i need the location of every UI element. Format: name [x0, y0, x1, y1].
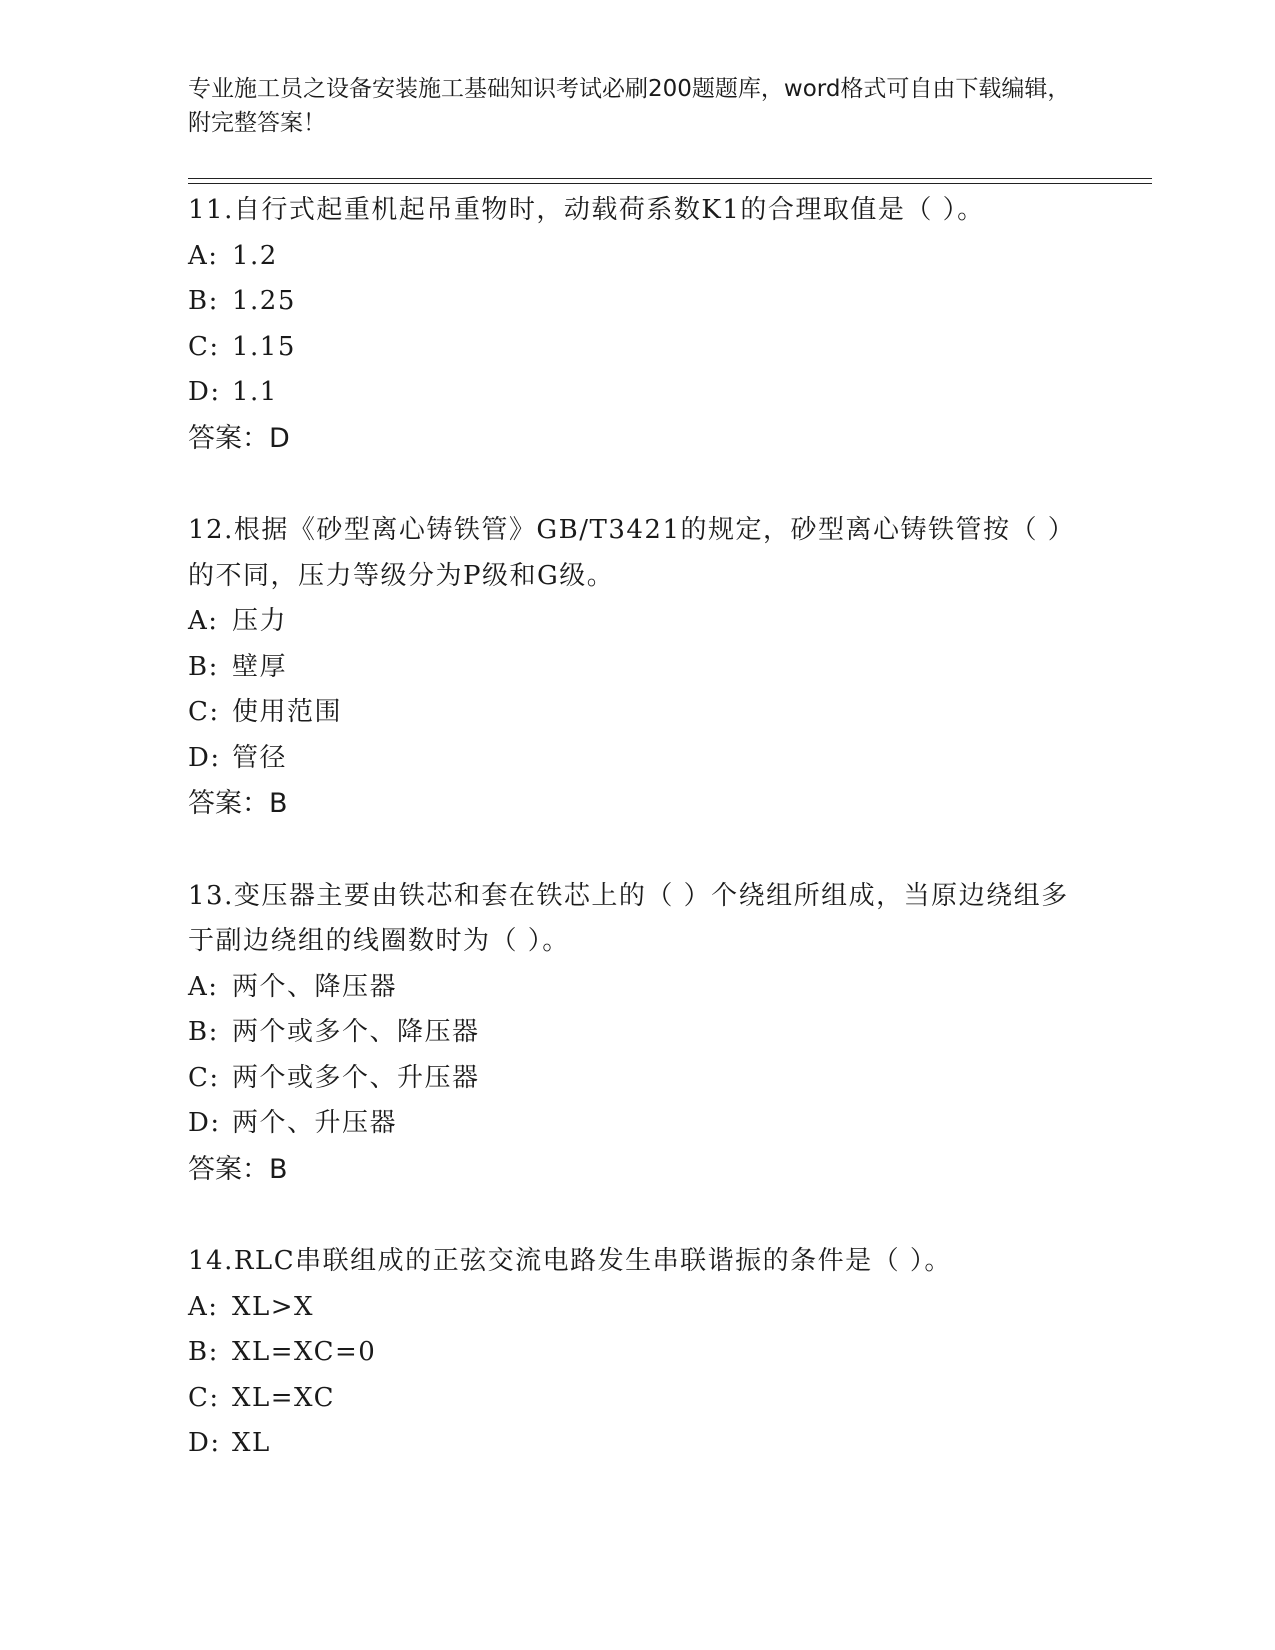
- option-label: A:: [188, 606, 219, 636]
- option-label: A:: [188, 971, 219, 1002]
- option-label: D:: [188, 377, 221, 407]
- option-b: [188, 645, 1088, 691]
- question-text: 12.根据《砂型离心铸铁管》GB/T3421的规定，砂型离心铸铁管按（ ）的不同，压力等级分为P级和G级。: [188, 515, 1076, 591]
- answer: 答案：B: [188, 788, 288, 819]
- option-label: A:: [188, 1291, 219, 1322]
- option-c: [188, 690, 1088, 736]
- option-a: [188, 965, 1088, 1011]
- option-a: [188, 1285, 1088, 1331]
- option-a: [188, 599, 1088, 645]
- option-text: 两个或多个、降压器: [232, 1017, 480, 1047]
- question-14: [188, 1239, 1088, 1467]
- header-rule-bottom: [188, 183, 1152, 184]
- option-b: [188, 1330, 1088, 1376]
- option-c: [188, 325, 1088, 371]
- option-label: D:: [188, 742, 221, 773]
- header-rule-top: [188, 178, 1152, 179]
- option-text: 两个、升压器: [232, 1108, 398, 1138]
- option-label: A:: [188, 240, 219, 271]
- answer: 答案：B: [188, 1153, 288, 1185]
- option-label: B:: [188, 1017, 219, 1047]
- option-text: 管径: [232, 742, 288, 773]
- option-label: C:: [188, 1382, 220, 1413]
- option-label: B:: [188, 651, 219, 682]
- option-text: XL: [232, 1428, 271, 1458]
- option-text: 两个或多个、升压器: [232, 1062, 480, 1093]
- question-12: [188, 508, 1088, 827]
- option-label: C:: [188, 331, 220, 362]
- option-text: 1.15: [232, 331, 296, 362]
- option-text: 1.1: [232, 377, 278, 407]
- option-d: [188, 1421, 1088, 1467]
- answer: 答案：D: [188, 422, 290, 454]
- option-a: [188, 234, 1088, 280]
- question-11: [188, 188, 1088, 461]
- option-label: C:: [188, 697, 220, 727]
- option-b: [188, 1010, 1088, 1056]
- option-label: C:: [188, 1062, 220, 1093]
- question-list: [188, 188, 1088, 1514]
- option-text: 两个、降压器: [232, 971, 398, 1002]
- document-header: 专业施工员之设备安装施工基础知识考试必刷200题题库，word格式可自由下载编辑，附完整答案！: [188, 76, 1071, 136]
- option-label: D:: [188, 1428, 221, 1458]
- option-text: 1.2: [232, 240, 278, 271]
- option-c: [188, 1376, 1088, 1422]
- option-label: D:: [188, 1108, 221, 1138]
- option-text: XL=XC=0: [232, 1337, 377, 1367]
- option-text: 1.25: [232, 286, 296, 316]
- option-d: [188, 370, 1088, 416]
- option-text: XL=XC: [232, 1382, 336, 1413]
- option-text: 使用范围: [232, 697, 343, 727]
- option-d: [188, 736, 1088, 782]
- option-text: 壁厚: [232, 651, 288, 682]
- option-d: [188, 1101, 1088, 1147]
- option-text: 压力: [232, 606, 288, 636]
- question-text: 14.RLC串联组成的正弦交流电路发生串联谐振的条件是（ ）。: [188, 1246, 952, 1276]
- question-text: 13.变压器主要由铁芯和套在铁芯上的（ ）个绕组所组成，当原边绕组多于副边绕组的线圈数时为（ ）。: [188, 880, 1069, 956]
- option-label: B:: [188, 1337, 219, 1367]
- question-text: 11.自行式起重机起吊重物时，动载荷系数K1的合理取值是（ ）。: [188, 195, 985, 225]
- option-b: [188, 279, 1088, 325]
- option-c: [188, 1056, 1088, 1102]
- option-label: B:: [188, 286, 219, 316]
- question-13: [188, 874, 1088, 1193]
- option-text: XL>X: [232, 1291, 315, 1322]
